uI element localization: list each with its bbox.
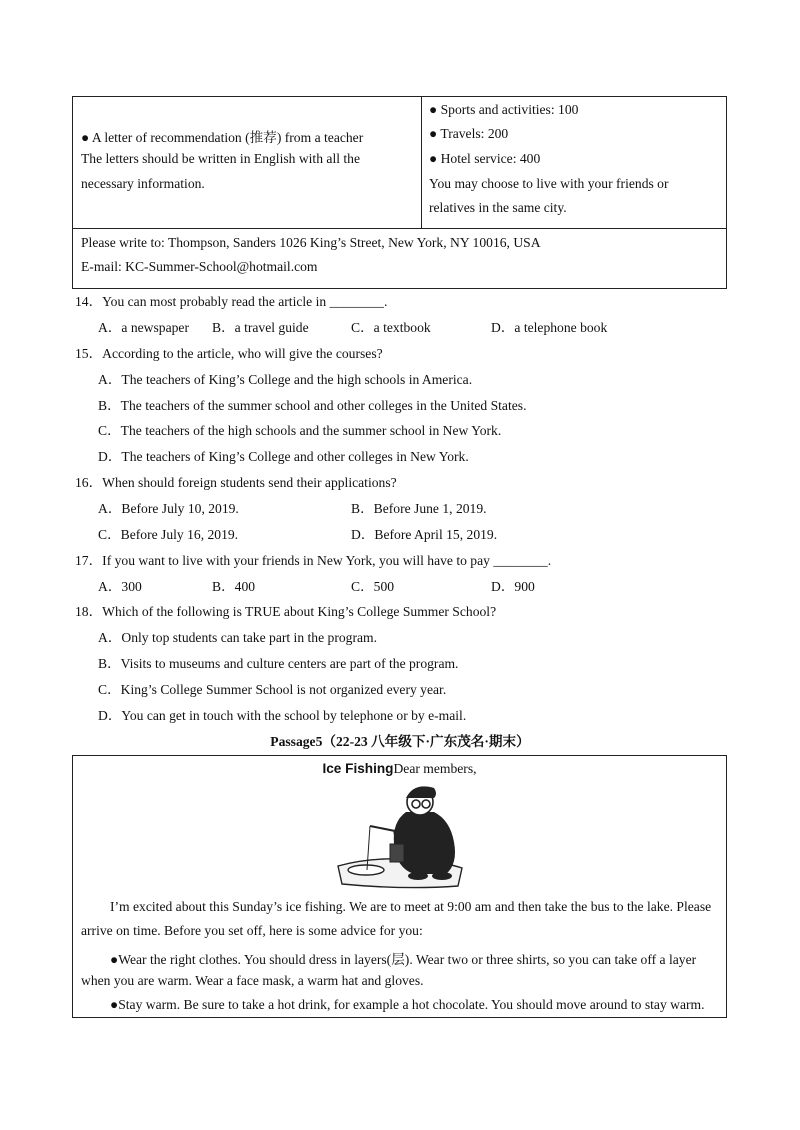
passage-line-1: I’m excited about this Sunday’s ice fishing. We are to meet at 9:00 am and then take the bus to the lake. Please: [110, 899, 712, 914]
table-left-line-1: ● A letter of recommendation (推荐) from a teacher: [81, 130, 364, 145]
question-17-option-a[interactable]: A．300: [98, 579, 142, 594]
question-18-option-b[interactable]: B．Visits to museums and culture centers are part of the program.: [98, 656, 459, 671]
passage-line-3: ●Wear the right clothes. You should dress in layers(层). Wear two or three shirts, so you can take off a layer: [110, 952, 697, 967]
question-15-option-a[interactable]: A．The teachers of King’s College and the high schools in America.: [98, 372, 473, 387]
question-18-option-c[interactable]: C．King’s College Summer School is not organized every year.: [98, 682, 447, 697]
question-15-option-d[interactable]: D．The teachers of King’s College and other colleges in New York.: [98, 449, 469, 464]
question-17-option-c[interactable]: C．500: [351, 579, 395, 594]
question-14-stem: 14．You can most probably read the article in ________.: [75, 294, 388, 309]
table-right-line-4: You may choose to live with your friends or: [429, 176, 669, 191]
table-left-line-2: The letters should be written in English with all the: [81, 151, 360, 166]
question-14-option-d[interactable]: D．a telephone book: [491, 320, 608, 335]
question-17-stem: 17．If you want to live with your friends in New York, you will have to pay ________.: [75, 553, 552, 568]
passage-title-row: [72, 761, 727, 777]
question-18-option-d[interactable]: D．You can get in touch with the school by telephone or by e-mail.: [98, 708, 467, 723]
question-17-option-b[interactable]: B．400: [212, 579, 256, 594]
question-18-option-a[interactable]: A．Only top students can take part in the program.: [98, 630, 377, 645]
question-18-stem: 18．Which of the following is TRUE about King’s College Summer School?: [75, 604, 497, 619]
question-16-option-a[interactable]: A．Before July 10, 2019.: [98, 501, 239, 516]
question-16-option-c[interactable]: C．Before July 16, 2019.: [98, 527, 239, 542]
question-16-option-b[interactable]: B．Before June 1, 2019.: [351, 501, 487, 516]
question-16-stem: 16．When should foreign students send their applications?: [75, 475, 397, 490]
table-column-divider: [421, 96, 422, 229]
table-right-line-3: ● Hotel service: 400: [429, 151, 541, 166]
table-right-line-5: relatives in the same city.: [429, 200, 567, 215]
table-right-line-1: ● Sports and activities: 100: [429, 102, 579, 117]
passage-heading: Passage5（22-23 八年级下·广东茂名·期末）: [270, 734, 530, 749]
table-row-divider: [72, 228, 727, 229]
question-15-option-b[interactable]: B．The teachers of the summer school and other colleges in the United States.: [98, 398, 527, 413]
question-14-option-c[interactable]: C．a textbook: [351, 320, 431, 335]
question-16-option-d[interactable]: D．Before April 15, 2019.: [351, 527, 498, 542]
table-left-line-3: necessary information.: [81, 176, 205, 191]
email-line: E-mail: KC-Summer-School@hotmail.com: [81, 259, 318, 274]
passage-line-2: arrive on time. Before you set off, here is some advice for you:: [81, 923, 423, 938]
address-line: Please write to: Thompson, Sanders 1026 King’s Street, New York, NY 10016, USA: [81, 235, 541, 250]
question-14-option-a[interactable]: A．a newspaper: [98, 320, 189, 335]
passage-title: Ice Fishing: [322, 761, 394, 776]
passage-greeting: Dear members,: [393, 761, 477, 776]
question-14-option-b[interactable]: B．a travel guide: [212, 320, 309, 335]
question-15-stem: 15．According to the article, who will give the courses?: [75, 346, 383, 361]
passage-line-5: ●Stay warm. Be sure to take a hot drink, for example a hot chocolate. You should move around to stay warm.: [110, 997, 705, 1012]
ice-fishing-illustration: [334, 782, 466, 890]
passage-line-4: when you are warm. Wear a face mask, a warm hat and gloves.: [81, 973, 424, 988]
table-right-line-2: ● Travels: 200: [429, 126, 509, 141]
question-15-option-c[interactable]: C．The teachers of the high schools and the summer school in New York.: [98, 423, 502, 438]
question-17-option-d[interactable]: D．900: [491, 579, 535, 594]
